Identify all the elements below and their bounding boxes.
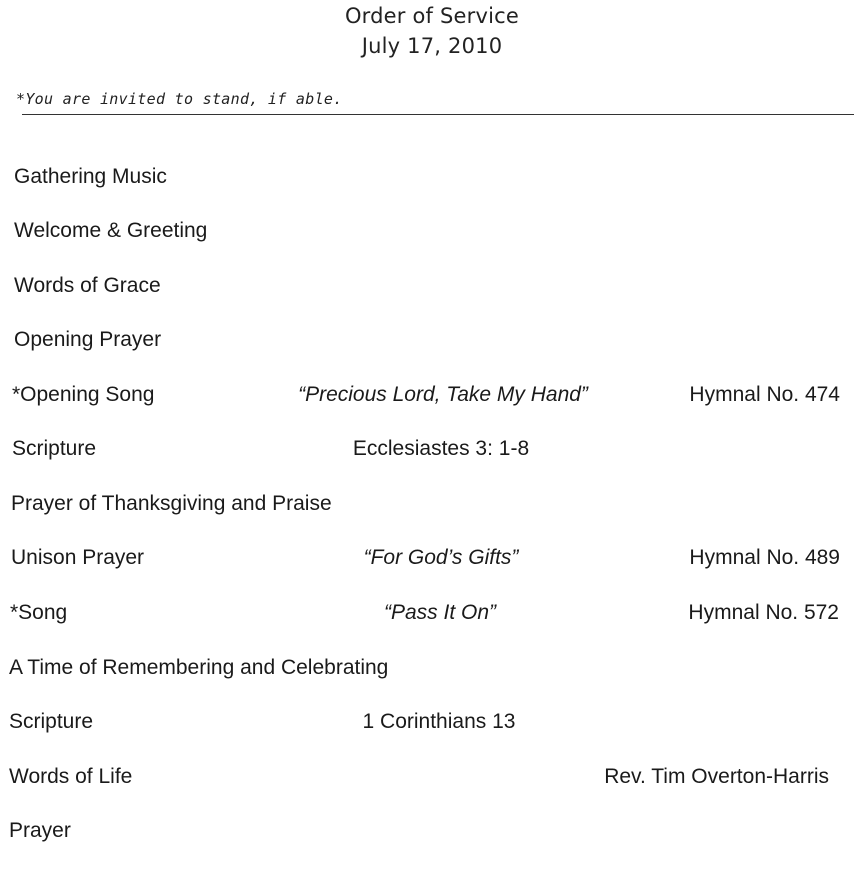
item-label: Gathering Music xyxy=(14,165,167,188)
item-hymnal-number: Hymnal No. 489 xyxy=(689,546,840,569)
item-label: Prayer xyxy=(9,819,71,842)
item-label: Scripture xyxy=(12,437,97,460)
item-label: A Time of Remembering and Celebrating xyxy=(9,656,389,679)
item-label: Welcome & Greeting xyxy=(14,219,208,242)
page-title: Order of Service xyxy=(344,4,520,28)
item-hymnal-number: Hymnal No. 572 xyxy=(688,601,839,624)
service-item-welcome xyxy=(0,219,864,249)
service-item-remembering xyxy=(0,656,864,686)
item-hymn-title: “Pass It On” xyxy=(383,601,497,624)
item-label: Prayer of Thanksgiving and Praise xyxy=(11,492,332,515)
item-label: Opening Prayer xyxy=(14,328,162,351)
service-item-scripture-2 xyxy=(0,710,864,740)
item-label: Words of Life xyxy=(9,765,133,788)
service-date: July 17, 2010 xyxy=(361,34,503,58)
service-item-song xyxy=(0,601,864,631)
item-hymnal-number: Hymnal No. 474 xyxy=(689,383,840,406)
item-hymn-title: “For God’s Gifts” xyxy=(363,546,519,569)
service-item-thanksgiving-prayer xyxy=(0,492,864,522)
service-item-unison-prayer xyxy=(0,546,864,576)
service-item-opening-song xyxy=(0,383,864,413)
service-item-gathering-music xyxy=(0,165,864,195)
item-label: *Song xyxy=(10,601,68,624)
item-label: Words of Grace xyxy=(14,274,161,297)
item-speaker: Rev. Tim Overton-Harris xyxy=(604,765,829,788)
service-item-opening-prayer xyxy=(0,328,864,358)
service-item-scripture-1 xyxy=(0,437,864,467)
service-item-words-of-life xyxy=(0,765,864,795)
item-label: Scripture xyxy=(9,710,94,733)
item-hymn-title: “Precious Lord, Take My Hand” xyxy=(298,383,588,406)
service-item-words-of-grace xyxy=(0,274,864,304)
service-item-prayer xyxy=(0,819,864,849)
stand-note: *You are invited to stand, if able. xyxy=(16,90,343,108)
divider-line xyxy=(22,114,854,115)
item-scripture-reference: 1 Corinthians 13 xyxy=(362,710,516,733)
item-label: Unison Prayer xyxy=(11,546,145,569)
item-label: *Opening Song xyxy=(12,383,155,406)
item-scripture-reference: Ecclesiastes 3: 1-8 xyxy=(352,437,530,460)
